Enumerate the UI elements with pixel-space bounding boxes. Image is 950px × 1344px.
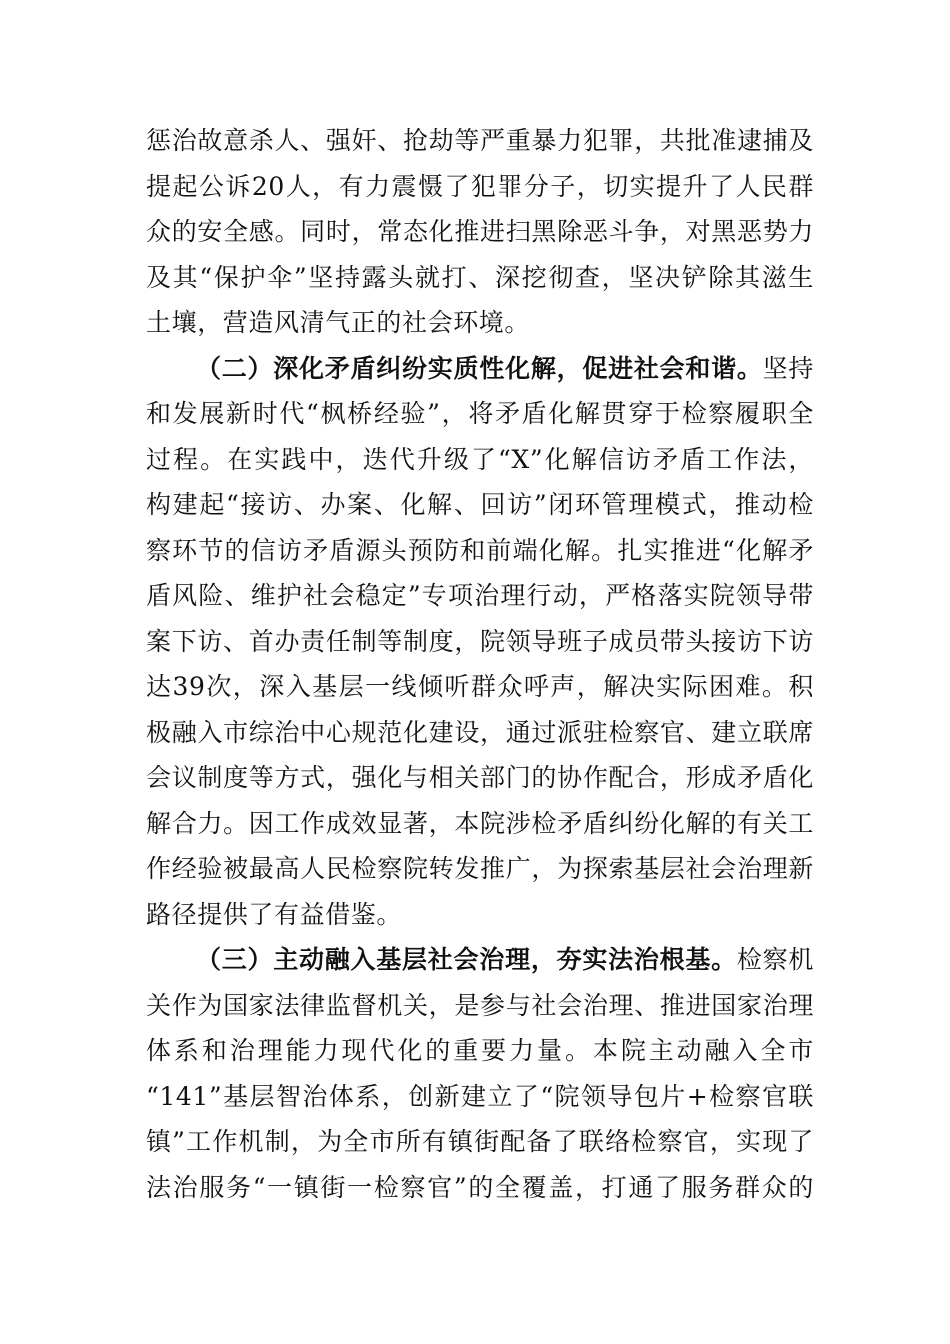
text-line: 极融入市综治中心规范化建设，通过派驻检察官、建立联席 [146, 717, 814, 747]
text-line: 体系和治理能力现代化的重要力量。本院主动融入全市 [146, 1036, 814, 1065]
text-line: “141”基层智治体系，创新建立了“院领导包片+检察官联 [146, 1081, 814, 1111]
paragraph-first-line [146, 346, 814, 392]
text-line: 镇”工作机制，为全市所有镇街配备了联络检察官，实现了 [146, 1127, 814, 1156]
text-line: 路径提供了有益借鉴。 [146, 899, 403, 929]
text-line: 及其“保护伞”坚持露头就打、深挖彻查，坚决铲除其滋生 [146, 262, 814, 292]
text-line: 和发展新时代“枫桥经验”，将矛盾化解贯穿于检察履职全 [146, 399, 814, 428]
text-line: 案下访、首办责任制等制度，院领导班子成员带头接访下访 [146, 626, 814, 656]
text-run: 检察机 [736, 945, 814, 974]
text-line: 盾风险、维护社会稳定”专项治理行动，严格落实院领导带 [146, 581, 814, 610]
text-line: 会议制度等方式，强化与相关部门的协作配合，形成矛盾化 [146, 763, 814, 792]
text-line: 解合力。因工作成效显著，本院涉检矛盾纠纷化解的有关工 [146, 808, 814, 838]
text-line: 达39次，深入基层一线倾听群众呼声，解决实际困难。积 [146, 672, 814, 701]
text-line: 构建起“接访、办案、化解、回访”闭环管理模式，推动检 [146, 490, 814, 519]
text-line: 察环节的信访矛盾源头预防和前端化解。扎实推进“化解矛 [146, 535, 814, 565]
document-body [146, 118, 814, 1210]
paragraph-3 [146, 937, 814, 1210]
paragraph-2 [146, 346, 814, 938]
section-heading: （三）主动融入基层社会治理，夯实法治根基。 [196, 945, 737, 974]
text-line: 关作为国家法律监督机关，是参与社会治理、推进国家治理 [146, 990, 814, 1020]
text-line: 过程。在实践中，迭代升级了“X”化解信访矛盾工作法， [146, 444, 814, 474]
text-line: 法治服务“一镇街一检察官”的全覆盖，打通了服务群众的 [146, 1172, 814, 1202]
text-line: 提起公诉20人，有力震慑了犯罪分子，切实提升了人民群 [146, 171, 814, 201]
text-run: 坚持 [762, 353, 814, 383]
text-line: 惩治故意杀人、强奸、抢劫等严重暴力犯罪，共批准逮捕及 [146, 126, 814, 155]
section-heading: （二）深化矛盾纠纷实质性化解，促进社会和谐。 [196, 353, 763, 383]
text-line: 作经验被最高人民检察院转发推广，为探索基层社会治理新 [146, 854, 814, 883]
paragraph-first-line [146, 937, 814, 983]
paragraph-1 [146, 118, 814, 346]
text-line: 众的安全感。同时，常态化推进扫黑除恶斗争，对黑恶势力 [146, 217, 814, 246]
text-line: 土壤，营造风清气正的社会环境。 [146, 308, 531, 337]
